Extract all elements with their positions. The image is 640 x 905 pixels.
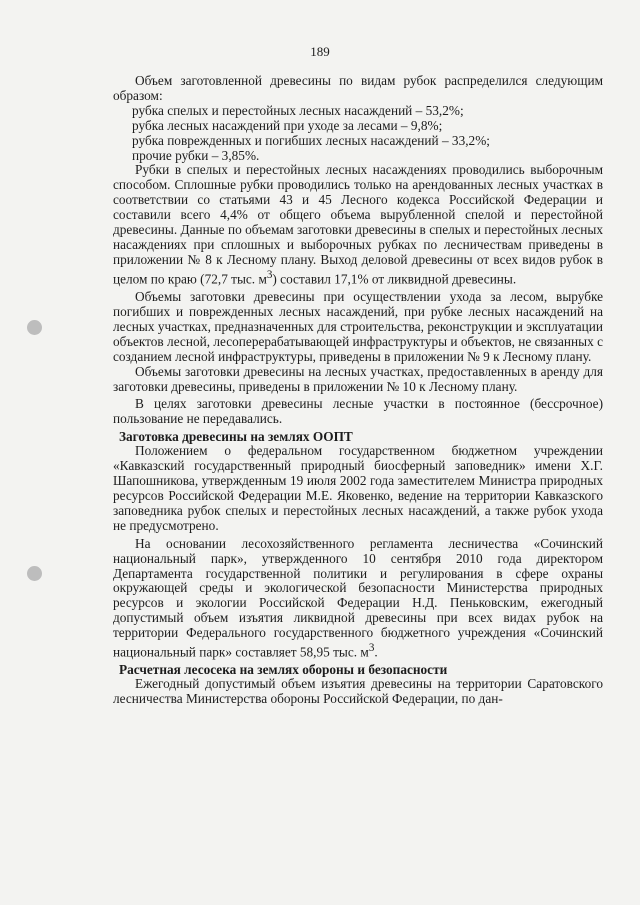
paragraph-care-volumes: Объемы заготовки древесины при осуществлении ухода за лесом, вырубке погибших и поврежденных лесных насаждений, при рубке лесных насаждений на лесных участках, предназначенных для строительства, реконструкции и эксплуатации объектов лесной, лесоперерабатывающей инфраструктуры и объектов, не связанных с созданием лесной инфраструктуры, приведены в приложении № 9 к Лесному плану. xyxy=(113,289,603,364)
paragraph-clearcuts: Рубки в спелых и перестойных лесных насаждениях проводились выборочным способом. Сплошные рубки проводились только на арендованных лесных участках в соответствии со статьями 43 и 45 Лесного кодекса Российской Федерации и составили всего 4,4% от общего объема вырубленной спелой и перестойной древесины. Данные по объемам заготовки древесины в спелых и перестойных лесных насаждениях при сплошных и выборочных рубках по лесничествам приведены в приложении № 8 к Лесному плану. Выход деловой древесины от всех видов рубок в целом по краю (72,7 тыс. $м^3$) составил 17,1% от ликвидной древесины. xyxy=(113,162,603,287)
page-number: 189 xyxy=(310,44,330,59)
page-body xyxy=(113,74,603,707)
paragraph-sochi-park: На основании лесохозяйственного регламента лесничества «Сочинский национальный парк», утвержденного 10 сентября 2010 года директором Департамента государственной политики и регулирования в сфере охраны окружающей среды и экологической безопасности Министерства природных ресурсов и экологии Российской Федерации Н.Д. Пеньковским, ежегодный допустимый объем изъятия ликвидной древесины при всех видах рубок на территории Федерального государственного бюджетного учреждения «Сочинский национальный парк» составляет 58,95 тыс. $м^3$. xyxy=(113,535,603,660)
section-heading-oopt: Заготовка древесины на землях ООПТ xyxy=(119,429,353,445)
paragraph-intro: Объем заготовленной древесины по видам рубок распределился следующим образом: xyxy=(113,73,603,103)
paragraph-caucasus-reserve: Положением о федеральном государственном бюджетном учреждении «Кавказский государственный природный биосферный заповедник» имени Х.Г. Шапошникова, утвержденным 19 июля 2002 года заместителем Министра природных ресурсов Российской Федерации М.Е. Яковенко, ведение на территории Кавказского заповедника рубок спелых и перестойных лесных насаждений, а также рубок ухода не предусмотрено. xyxy=(113,443,603,533)
binder-hole xyxy=(27,566,42,581)
paragraph-saratov: Ежегодный допустимый объем изъятия древесины на территории Саратовского лесничества Министерства обороны Российской Федерации, по дан- xyxy=(113,676,603,707)
list-item: рубка поврежденных и погибших лесных насаждений – 33,2%; xyxy=(132,132,490,148)
list-item: рубка спелых и перестойных лесных насаждений – 53,2%; xyxy=(132,102,464,118)
list-item: рубка лесных насаждений при уходе за лесами – 9,8%; xyxy=(132,117,443,133)
section-heading-defense: Расчетная лесосека на землях обороны и безопасности xyxy=(119,662,448,678)
binder-hole xyxy=(27,320,42,335)
list-item: прочие рубки – 3,85%. xyxy=(132,147,260,163)
paragraph-permanent-use: В целях заготовки древесины лесные участки в постоянное (бессрочное) пользование не передавались. xyxy=(113,396,603,427)
paragraph-lease-volumes: Объемы заготовки древесины на лесных участках, предоставленных в аренду для заготовки древесины, приведены в приложении № 10 к Лесному плану. xyxy=(113,363,603,394)
